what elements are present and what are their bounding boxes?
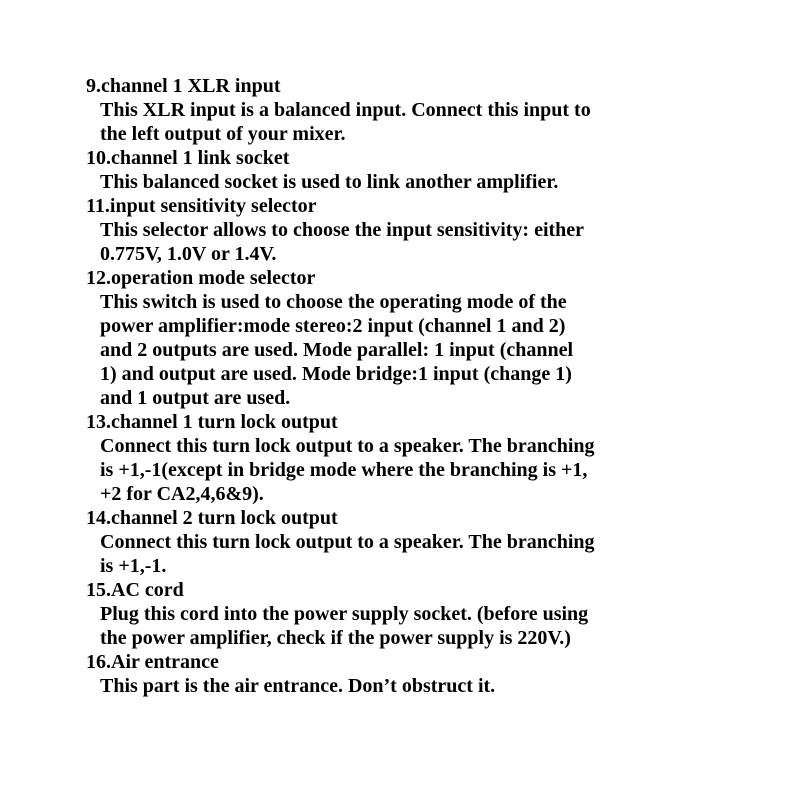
item-text-line: the power amplifier, check if the power supply is 220V.) <box>100 627 571 649</box>
item-text-line: and 2 outputs are used. Mode parallel: 1 input (channel <box>100 339 574 361</box>
item-12-operation-mode-selector <box>86 266 736 410</box>
item-10-channel-1-link-socket <box>86 146 736 194</box>
item-text-line: the left output of your mixer. <box>100 123 346 145</box>
item-text-line: This XLR input is a balanced input. Connect this input to <box>100 99 591 121</box>
item-text-line: 1) and output are used. Mode bridge:1 input (change 1) <box>100 363 572 385</box>
item-text-line: This balanced socket is used to link another amplifier. <box>100 171 559 193</box>
item-heading: 13.channel 1 turn lock output <box>86 411 338 433</box>
item-heading: 14.channel 2 turn lock output <box>86 507 338 529</box>
item-text-line: This selector allows to choose the input sensitivity: either <box>100 219 585 241</box>
item-text-line: Plug this cord into the power supply socket. (before using <box>100 603 589 625</box>
item-text-line: is +1,-1. <box>100 555 167 577</box>
item-text-line: Connect this turn lock output to a speaker. The branching <box>100 531 595 553</box>
item-text-line: and 1 output are used. <box>100 387 291 409</box>
item-heading: 9.channel 1 XLR input <box>86 75 281 97</box>
item-11-input-sensitivity-selector <box>86 194 736 266</box>
item-text-line: This switch is used to choose the operating mode of the <box>100 291 567 313</box>
item-heading: 16.Air entrance <box>86 651 219 673</box>
item-13-channel-1-turn-lock-output <box>86 410 736 506</box>
item-heading: 15.AC cord <box>86 579 184 601</box>
item-16-air-entrance <box>86 650 736 698</box>
item-text-line: +2 for CA2,4,6&9). <box>100 483 264 505</box>
item-text-line: power amplifier:mode stereo:2 input (channel 1 and 2) <box>100 315 566 337</box>
item-heading: 10.channel 1 link socket <box>86 147 290 169</box>
item-text-line: Connect this turn lock output to a speaker. The branching <box>100 435 595 457</box>
item-text-line: is +1,-1(except in bridge mode where the branching is +1, <box>100 459 588 481</box>
item-9-channel-1-xlr-input <box>86 74 736 146</box>
item-heading: 11.input sensitivity selector <box>86 195 317 217</box>
manual-section <box>86 74 736 698</box>
item-15-ac-cord <box>86 578 736 650</box>
item-heading: 12.operation mode selector <box>86 267 316 289</box>
item-14-channel-2-turn-lock-output <box>86 506 736 578</box>
item-text-line: 0.775V, 1.0V or 1.4V. <box>100 243 277 265</box>
item-text-line: This part is the air entrance. Don’t obstruct it. <box>100 675 496 697</box>
